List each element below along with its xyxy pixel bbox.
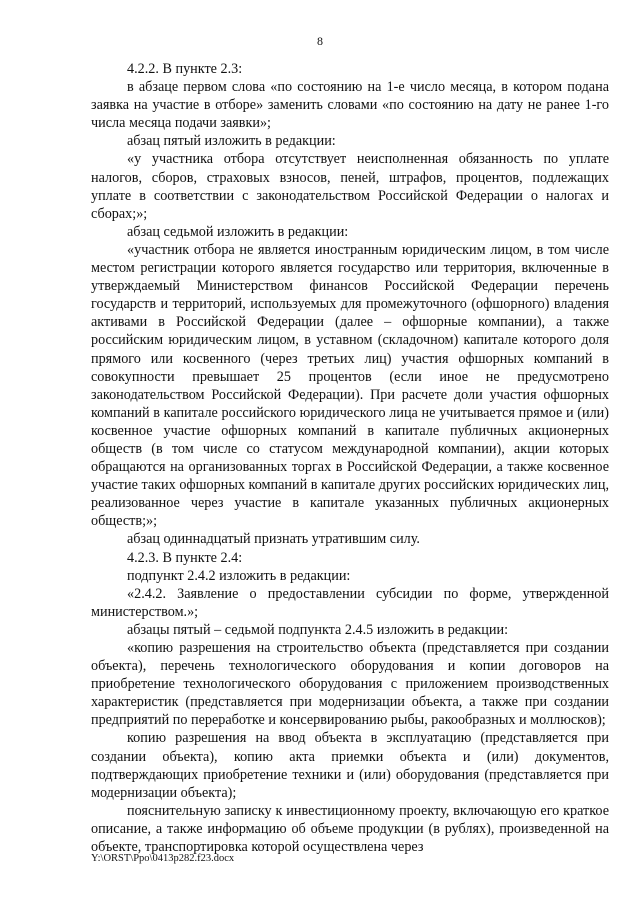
paragraph: абзац пятый изложить в редакции:	[127, 133, 336, 150]
paragraph: в абзаце первом слова «по состоянию на 1-е число месяца, в котором подана заявка на участие в отборе» заменить словами «по состоянию на дату не ранее 1-го числа месяца подачи заявки»;	[91, 79, 609, 132]
paragraph: абзац одиннадцатый признать утратившим силу.	[127, 531, 420, 548]
paragraph: 4.2.2. В пункте 2.3:	[127, 61, 243, 77]
paragraph: пояснительную записку к инвестиционному проекту, включающую его краткое описание, а также информацию об объеме продукции (в рублях), произведенной на объекте, транспортировка которой осуществлена через	[91, 802, 609, 856]
paragraph: «у участника отбора отсутствует неисполненная обязанность по уплате налогов, сборов, страховых взносов, пеней, штрафов, процентов, подлежащих уплате в соответствии с законодательством Российской Федерации о налогах и сборах;»;	[91, 151, 609, 222]
paragraph: абзацы пятый – седьмой подпункта 2.4.5 изложить в редакции:	[127, 621, 509, 638]
page-number: 8	[317, 34, 323, 48]
paragraph: «2.4.2. Заявление о предоставлении субсидии по форме, утвержденной министерством.»;	[91, 585, 609, 620]
paragraph: абзац седьмой изложить в редакции:	[127, 223, 349, 240]
paragraph: подпункт 2.4.2 изложить в редакции:	[127, 567, 351, 584]
paragraph: копию разрешения на ввод объекта в эксплуатацию (представляется при создании объекта), копию акта приемки объекта и (или) документов, подтверждающих приобретение техники и (или) оборудования (представляется при модернизации объекта);	[91, 730, 609, 801]
paragraph: «копию разрешения на строительство объекта (представляется при создании объекта), перечень технологического оборудования и копии договоров на приобретение технологического оборудования с приложением производственных характеристик (представляется при модернизации объекта, а также при создании предприятий по переработке и консервированию рыбы, ракообразных и моллюсков);	[91, 640, 609, 729]
paragraph: «участник отбора не является иностранным юридическим лицом, в том числе местом регистрации которого является государство или территория, включенные в утверждаемый Министерством финансов Российской Федерации перечень государств и территорий, используемых для промежуточного (офшорного) владения активами в Российской Федерации (далее – офшорные компании), а также российским юридическим лицом, в уставном (складочном) капитале которого доля прямого или косвенного (через третьих лиц) участия офшорных компаний в совокупности превышает 25 процентов (если иное не предусмотрено законодательством Российской Федерации). При расчете доли участия офшорных компаний в капитале российского юридического лица не учитывается прямое и (или) косвенное участие офшорных компаний в капитале публичных акционерных обществ (в том числе со статусом международной компании), акции которых обращаются на организованных торгах в Российской Федерации, а также косвенное участие таких офшорных компаний в капитале других российских юридических лиц, реализованное через участие в капитале указанных публичных акционерных обществ;»;	[91, 241, 609, 530]
document-body	[91, 60, 609, 856]
file-path-footer: Y:\ORST\Ppo\0413p282.f23.docx	[91, 853, 235, 864]
paragraph: 4.2.3. В пункте 2.4:	[127, 549, 243, 566]
